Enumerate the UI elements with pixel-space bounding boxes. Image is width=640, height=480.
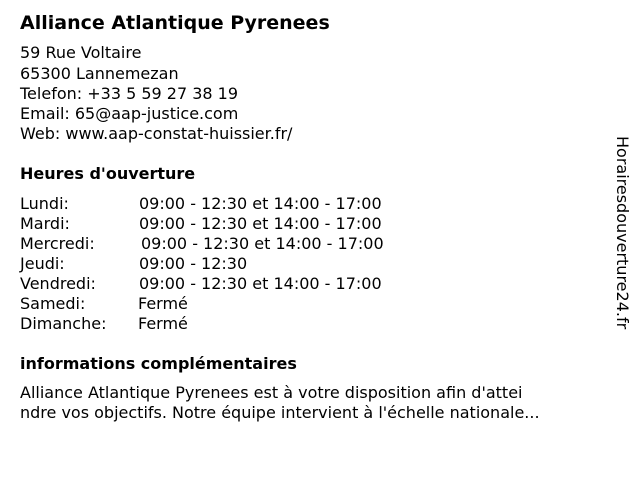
day-hours: 09:00 - 12:30 et 14:00 - 17:00 bbox=[139, 214, 382, 233]
email: Email: 65@aap-justice.com bbox=[20, 104, 239, 123]
day-label: Samedi: bbox=[20, 294, 86, 313]
day-hours: Fermé bbox=[138, 294, 188, 313]
description-line: ndre vos objectifs. Notre équipe intervient à l'échelle nationale... bbox=[20, 403, 540, 422]
day-label: Dimanche: bbox=[20, 314, 107, 333]
site-watermark: Horairesdouverture24.fr bbox=[613, 136, 632, 330]
phone: Telefon: +33 5 59 27 38 19 bbox=[20, 84, 239, 103]
day-hours: Fermé bbox=[138, 314, 188, 333]
description-line: Alliance Atlantique Pyrenees est à votre disposition afin d'attei bbox=[20, 383, 523, 402]
opening-hours-heading: Heures d'ouverture bbox=[20, 164, 196, 183]
day-hours: 09:00 - 12:30 et 14:00 - 17:00 bbox=[139, 194, 382, 213]
day-label: Jeudi: bbox=[20, 254, 65, 273]
day-hours: 09:00 - 12:30 et 14:00 - 17:00 bbox=[139, 274, 382, 293]
website: Web: www.aap-constat-huissier.fr/ bbox=[20, 124, 293, 143]
day-label: Lundi: bbox=[20, 194, 69, 213]
street-address: 59 Rue Voltaire bbox=[20, 43, 142, 62]
watermark-container bbox=[612, 136, 632, 346]
day-label: Mercredi: bbox=[20, 234, 95, 253]
city-postal: 65300 Lannemezan bbox=[20, 64, 179, 83]
day-label: Vendredi: bbox=[20, 274, 96, 293]
business-name: Alliance Atlantique Pyrenees bbox=[20, 12, 330, 34]
day-hours: 09:00 - 12:30 et 14:00 - 17:00 bbox=[141, 234, 384, 253]
additional-info-heading: informations complémentaires bbox=[20, 354, 297, 373]
day-hours: 09:00 - 12:30 bbox=[139, 254, 248, 273]
day-label: Mardi: bbox=[20, 214, 70, 233]
